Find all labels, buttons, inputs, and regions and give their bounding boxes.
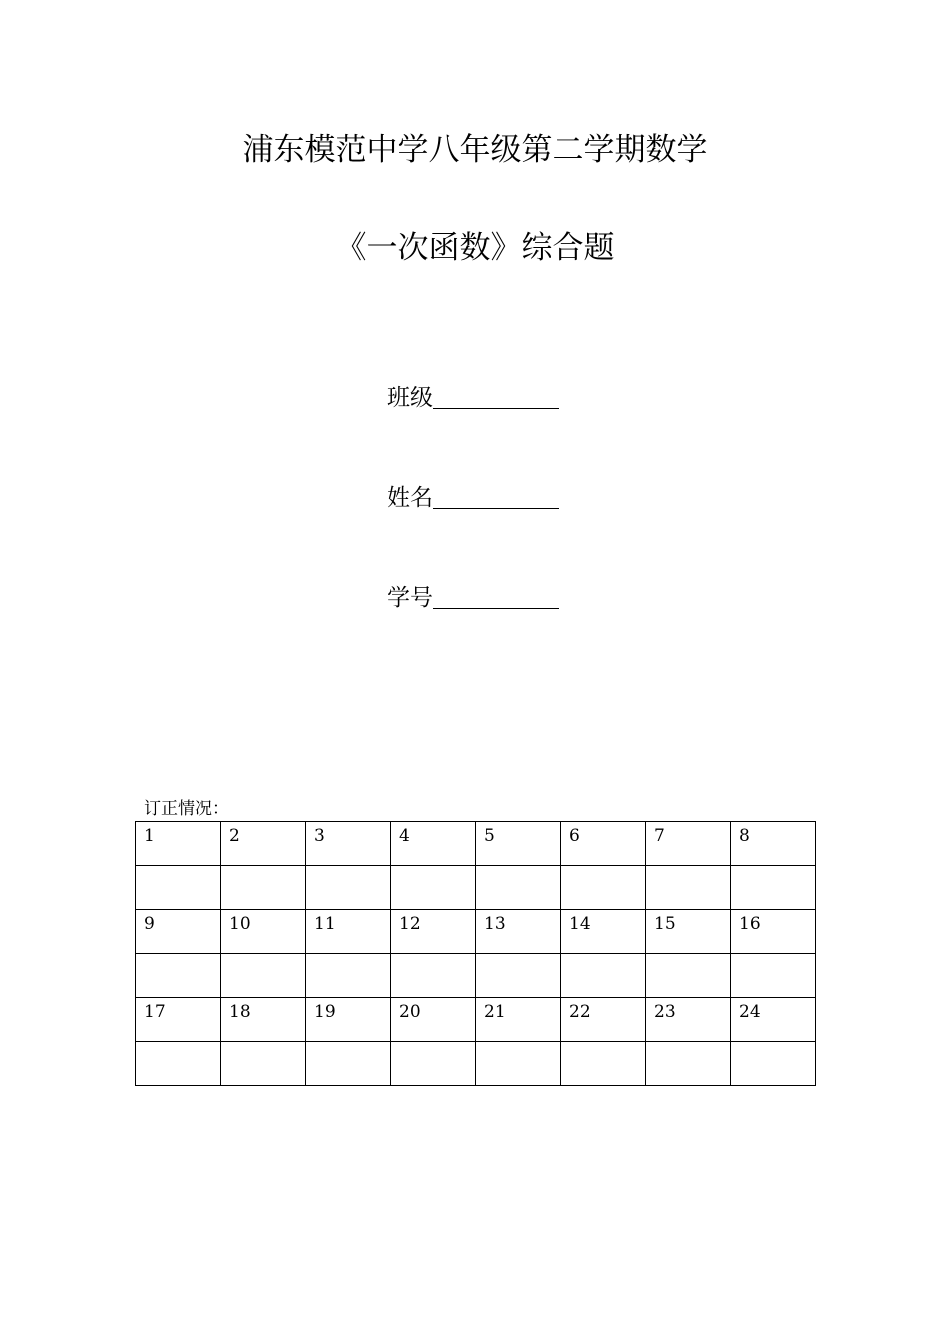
correction-cell[interactable] [646, 866, 731, 910]
page-title: 浦东模范中学八年级第二学期数学 [242, 132, 708, 168]
table-row [136, 866, 816, 910]
question-number-cell [391, 822, 476, 866]
correction-value [561, 954, 645, 957]
question-number: 7 [654, 826, 665, 846]
question-number: 4 [399, 826, 410, 846]
correction-value [391, 954, 475, 957]
question-number: 10 [229, 914, 251, 934]
table-row [136, 998, 816, 1042]
question-number: 12 [399, 914, 421, 934]
question-number: 24 [739, 1002, 761, 1022]
class-field [387, 383, 559, 413]
table-row [136, 1042, 816, 1086]
correction-cell[interactable] [561, 1042, 646, 1086]
correction-cell[interactable] [306, 866, 391, 910]
correction-cell[interactable] [731, 954, 816, 998]
question-number-cell [136, 822, 221, 866]
question-number-cell [561, 822, 646, 866]
question-number: 14 [569, 914, 591, 934]
question-number: 19 [314, 1002, 336, 1022]
question-number-cell [561, 910, 646, 954]
correction-value [476, 866, 560, 869]
correction-value [561, 1042, 645, 1045]
correction-cell[interactable] [391, 1042, 476, 1086]
correction-value [306, 954, 390, 957]
correction-value [476, 954, 560, 957]
correction-cell[interactable] [476, 866, 561, 910]
class-label: 班级 [387, 385, 433, 411]
question-number-cell [221, 998, 306, 1042]
correction-value [391, 866, 475, 869]
question-number: 22 [569, 1002, 591, 1022]
correction-label: 订正情况： [144, 799, 229, 819]
question-number: 5 [484, 826, 495, 846]
student-id-label: 学号 [387, 585, 433, 611]
correction-table [135, 821, 816, 1086]
correction-cell[interactable] [731, 866, 816, 910]
correction-cell[interactable] [391, 866, 476, 910]
correction-cell[interactable] [136, 1042, 221, 1086]
correction-cell[interactable] [221, 1042, 306, 1086]
question-number: 9 [144, 914, 155, 934]
question-number-cell [221, 822, 306, 866]
correction-value [646, 1042, 730, 1045]
question-number-cell [391, 998, 476, 1042]
correction-cell[interactable] [306, 954, 391, 998]
correction-value [306, 1042, 390, 1045]
correction-cell[interactable] [561, 954, 646, 998]
table-row [136, 822, 816, 866]
question-number: 23 [654, 1002, 676, 1022]
question-number-cell [476, 822, 561, 866]
question-number-cell [136, 910, 221, 954]
question-number: 21 [484, 1002, 506, 1022]
correction-cell[interactable] [561, 866, 646, 910]
correction-value [731, 866, 815, 869]
correction-cell[interactable] [221, 866, 306, 910]
correction-value [136, 954, 220, 957]
correction-cell[interactable] [731, 1042, 816, 1086]
student-id-field [387, 583, 559, 613]
correction-cell[interactable] [136, 954, 221, 998]
question-number-cell [391, 910, 476, 954]
correction-value [136, 866, 220, 869]
question-number: 13 [484, 914, 506, 934]
correction-value [646, 954, 730, 957]
question-number: 6 [569, 826, 580, 846]
question-number-cell [306, 910, 391, 954]
page-subtitle: 《一次函数》综合题 [335, 230, 615, 266]
table-row [136, 910, 816, 954]
correction-value [221, 954, 305, 957]
question-number-cell [731, 822, 816, 866]
student-id-blank-line[interactable] [433, 584, 559, 609]
correction-value [221, 866, 305, 869]
question-number: 11 [314, 914, 336, 934]
question-number: 20 [399, 1002, 421, 1022]
correction-cell[interactable] [646, 1042, 731, 1086]
question-number-cell [731, 910, 816, 954]
correction-cell[interactable] [476, 1042, 561, 1086]
name-blank-line[interactable] [433, 484, 559, 509]
question-number: 17 [144, 1002, 166, 1022]
table-row [136, 954, 816, 998]
question-number: 1 [144, 826, 155, 846]
question-number: 15 [654, 914, 676, 934]
correction-cell[interactable] [136, 866, 221, 910]
correction-value [306, 866, 390, 869]
correction-value [731, 1042, 815, 1045]
question-number: 2 [229, 826, 240, 846]
question-number: 18 [229, 1002, 251, 1022]
name-label: 姓名 [387, 485, 433, 511]
question-number-cell [221, 910, 306, 954]
correction-value [221, 1042, 305, 1045]
correction-cell[interactable] [476, 954, 561, 998]
question-number-cell [731, 998, 816, 1042]
question-number-cell [646, 998, 731, 1042]
correction-value [646, 866, 730, 869]
name-field [387, 483, 559, 513]
question-number-cell [561, 998, 646, 1042]
class-blank-line[interactable] [433, 384, 559, 409]
question-number: 16 [739, 914, 761, 934]
correction-value [731, 954, 815, 957]
question-number-cell [136, 998, 221, 1042]
question-number-cell [646, 822, 731, 866]
question-number: 3 [314, 826, 325, 846]
question-number-cell [476, 910, 561, 954]
question-number-cell [476, 998, 561, 1042]
correction-cell[interactable] [646, 954, 731, 998]
correction-value [391, 1042, 475, 1045]
correction-cell[interactable] [306, 1042, 391, 1086]
question-number: 8 [739, 826, 750, 846]
correction-value [476, 1042, 560, 1045]
correction-value [561, 866, 645, 869]
question-number-cell [306, 998, 391, 1042]
question-number-cell [646, 910, 731, 954]
correction-cell[interactable] [391, 954, 476, 998]
correction-cell[interactable] [221, 954, 306, 998]
question-number-cell [306, 822, 391, 866]
correction-value [136, 1042, 220, 1045]
